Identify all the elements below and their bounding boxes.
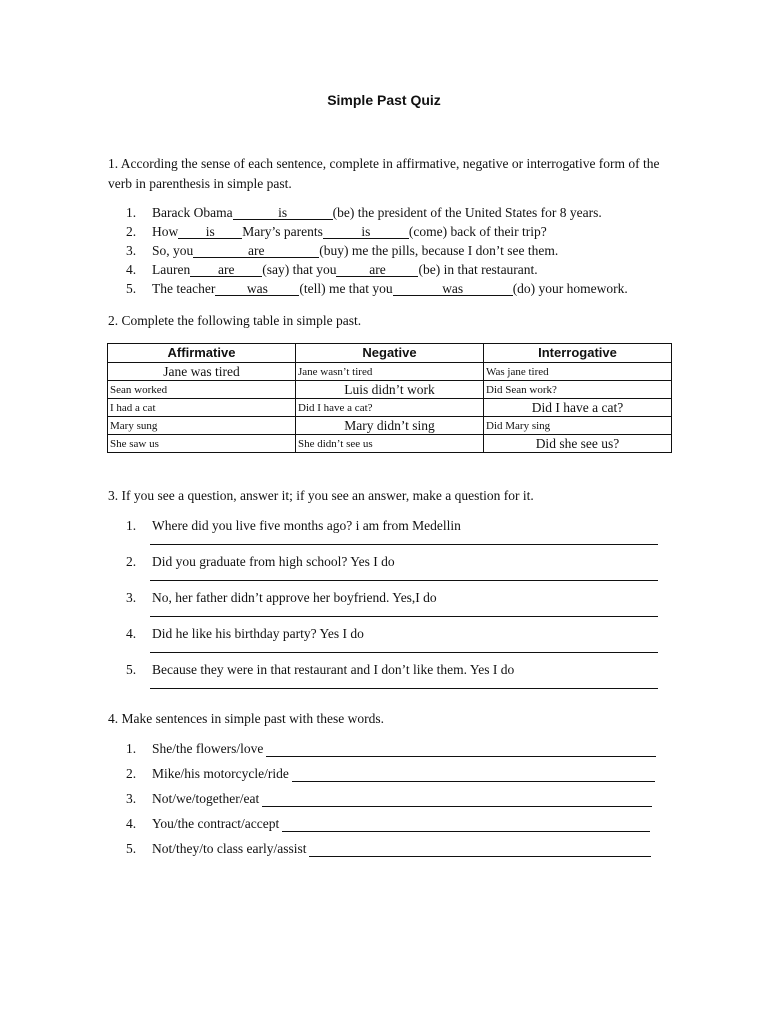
simple-past-table <box>107 343 672 453</box>
prompt-words: Not/we/together/eat <box>152 791 260 806</box>
sentence-text: The teacher <box>152 281 216 296</box>
list-item <box>126 816 686 841</box>
table-cell[interactable]: Jane wasn’t tired <box>296 363 484 381</box>
table-cell[interactable]: Did Sean work? <box>484 381 672 399</box>
answer-line[interactable] <box>150 688 658 689</box>
answer-line[interactable] <box>282 818 650 832</box>
table-cell[interactable]: Sean worked <box>108 381 296 399</box>
table-row <box>108 363 672 381</box>
answer-blank[interactable]: are <box>190 263 262 277</box>
table-cell[interactable]: Luis didn’t work <box>296 381 484 399</box>
section1-item-5 <box>126 281 686 300</box>
list-item <box>126 766 686 791</box>
item-number: 2. <box>126 224 137 239</box>
prompt-words: Mike/his motorcycle/ride <box>152 766 289 781</box>
section4-instruction: 4. Make sentences in simple past with these words. <box>108 711 384 726</box>
question-text: Did you graduate from high school? Yes I do <box>152 554 395 569</box>
section1-instruction: 1. According the sense of each sentence, complete in affirmative, negative or interrogative form of the verb in parenthesis in simple past. <box>108 156 660 191</box>
list-item <box>126 841 686 866</box>
question-text: Did he like his birthday party? Yes I do <box>152 626 364 641</box>
list-item <box>126 741 686 766</box>
table-row <box>108 399 672 417</box>
answer-line[interactable] <box>150 652 658 653</box>
prompt-words: You/the contract/accept <box>152 816 280 831</box>
answer-blank[interactable]: are <box>336 263 418 277</box>
column-header-interrogative: Interrogative <box>484 344 672 363</box>
table-row <box>108 417 672 435</box>
answer-line[interactable] <box>150 616 658 617</box>
sentence-text: How <box>152 224 179 239</box>
item-number: 2. <box>126 766 137 781</box>
table-cell[interactable]: Did she see us? <box>484 435 672 453</box>
answer-line[interactable] <box>150 580 658 581</box>
item-number: 5. <box>126 281 137 296</box>
list-item <box>126 518 686 554</box>
answer-blank[interactable]: was <box>215 282 299 296</box>
item-number: 4. <box>126 816 137 831</box>
table-cell[interactable]: She saw us <box>108 435 296 453</box>
table-cell[interactable]: Mary sung <box>108 417 296 435</box>
sentence-text: Barack Obama <box>152 205 233 220</box>
sentence-text: So, you <box>152 243 194 258</box>
item-number: 5. <box>126 841 137 856</box>
answer-blank[interactable]: are <box>193 244 319 258</box>
sentence-text: (do) your homework. <box>512 281 628 296</box>
table-cell[interactable]: Did I have a cat? <box>484 399 672 417</box>
table-cell[interactable]: I had a cat <box>108 399 296 417</box>
table-cell[interactable]: Jane was tired <box>108 363 296 381</box>
table-row <box>108 435 672 453</box>
sentence-text: (say) that you <box>262 262 337 277</box>
answer-line[interactable] <box>266 743 656 757</box>
answer-line[interactable] <box>292 768 655 782</box>
list-item <box>126 590 686 626</box>
prompt-words: She/the flowers/love <box>152 741 264 756</box>
list-item <box>126 662 686 698</box>
sentence-text: (come) back of their trip? <box>408 224 547 239</box>
sentence-text: (be) in that restaurant. <box>418 262 538 277</box>
list-item <box>126 626 686 662</box>
question-text: Where did you live five months ago? i am from Medellin <box>152 518 461 533</box>
item-number: 1. <box>126 205 137 220</box>
answer-line[interactable] <box>309 843 651 857</box>
item-number: 1. <box>126 518 137 533</box>
table-row <box>108 381 672 399</box>
item-number: 3. <box>126 590 137 605</box>
sentence-text: (tell) me that you <box>299 281 393 296</box>
section1-item-4 <box>126 262 686 281</box>
item-number: 2. <box>126 554 137 569</box>
section1-item-2 <box>126 224 686 243</box>
answer-line[interactable] <box>150 544 658 545</box>
section4-list <box>126 741 686 866</box>
sentence-text: Lauren <box>152 262 191 277</box>
table-cell[interactable]: Did Mary sing <box>484 417 672 435</box>
item-number: 5. <box>126 662 137 677</box>
answer-blank[interactable]: is <box>233 206 333 220</box>
answer-blank[interactable]: was <box>393 282 513 296</box>
prompt-words: Not/they/to class early/assist <box>152 841 307 856</box>
section1-item-3 <box>126 243 686 262</box>
table-cell[interactable]: She didn’t see us <box>296 435 484 453</box>
item-number: 3. <box>126 791 137 806</box>
quiz-title: Simple Past Quiz <box>327 92 441 108</box>
table-cell[interactable]: Did I have a cat? <box>296 399 484 417</box>
section1-item-1 <box>126 205 686 224</box>
table-header-row <box>108 344 672 363</box>
table-cell[interactable]: Was jane tired <box>484 363 672 381</box>
section3-list <box>126 518 686 698</box>
item-number: 4. <box>126 262 137 277</box>
section1-list <box>126 205 686 300</box>
answer-blank[interactable]: is <box>178 225 242 239</box>
column-header-affirmative: Affirmative <box>108 344 296 363</box>
item-number: 4. <box>126 626 137 641</box>
sentence-text: (be) the president of the United States for 8 years. <box>332 205 602 220</box>
sentence-text: Mary’s parents <box>242 224 323 239</box>
list-item <box>126 554 686 590</box>
question-text: No, her father didn’t approve her boyfriend. Yes,I do <box>152 590 437 605</box>
section3-instruction: 3. If you see a question, answer it; if you see an answer, make a question for it. <box>108 488 534 503</box>
list-item <box>126 791 686 816</box>
section2-instruction: 2. Complete the following table in simple past. <box>108 313 362 328</box>
question-text: Because they were in that restaurant and I don’t like them. Yes I do <box>152 662 515 677</box>
answer-line[interactable] <box>262 793 652 807</box>
column-header-negative: Negative <box>296 344 484 363</box>
answer-blank[interactable]: is <box>323 225 409 239</box>
item-number: 1. <box>126 741 137 756</box>
table-cell[interactable]: Mary didn’t sing <box>296 417 484 435</box>
item-number: 3. <box>126 243 137 258</box>
sentence-text: (buy) me the pills, because I don’t see them. <box>319 243 559 258</box>
